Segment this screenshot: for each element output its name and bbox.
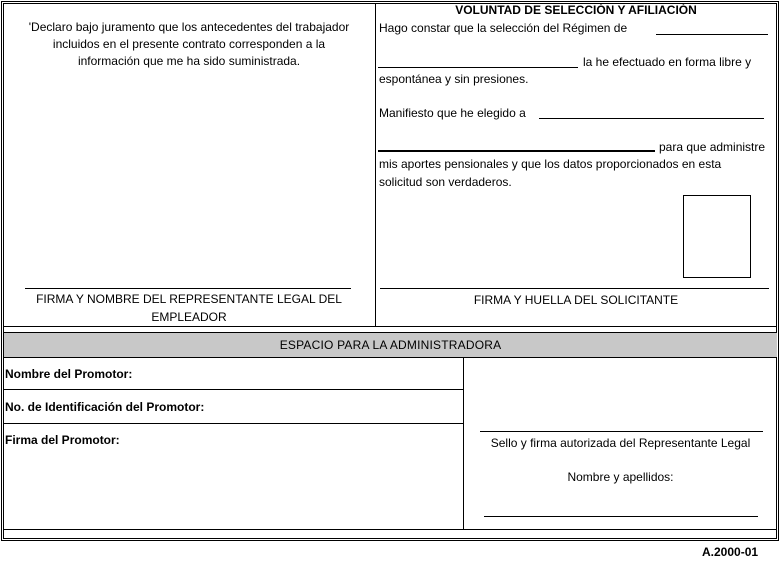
admin-header-bottom-line: [3, 357, 777, 358]
regime-field-line[interactable]: [656, 34, 768, 35]
declaration-text-line2: incluidos en el presente contrato corresponden a la: [52, 37, 326, 51]
declaration-text-line1: 'Declaro bajo juramento que los antecedentes del trabajador: [28, 20, 350, 34]
spontaneous-text: espontánea y sin presiones.: [379, 72, 529, 86]
full-name-field-line[interactable]: [484, 516, 758, 517]
employer-signature-label-line1: FIRMA Y NOMBRE DEL REPRESENTANTE LEGAL DEL: [36, 292, 342, 306]
representative-signature-line[interactable]: [480, 431, 763, 432]
chosen-entity-field-line-2[interactable]: [378, 150, 655, 152]
promoter-signature-label: Firma del Promotor:: [5, 433, 120, 447]
contributions-text: mis aportes pensionales y que los datos proporcionados en esta: [379, 157, 722, 171]
free-choice-text: la he efectuado en forma libre y: [583, 55, 752, 69]
regime-text: Hago constar que la selección del Régimen de: [379, 21, 628, 35]
admin-bottom-line: [3, 529, 777, 530]
chosen-entity-text: Manifiesto que he elegido a: [379, 106, 526, 120]
chosen-entity-field-line[interactable]: [539, 118, 764, 119]
truthful-data-text: solicitud son verdaderos.: [379, 175, 512, 189]
applicant-signature-line[interactable]: [380, 288, 769, 289]
employer-signature-label-line2: EMPLEADOR: [151, 310, 227, 324]
declaration-text-line3: información que me ha sido suministrada.: [77, 54, 301, 68]
admin-section-header: ESPACIO PARA LA ADMINISTRADORA: [279, 338, 502, 352]
administer-text: para que administre: [659, 140, 766, 154]
seal-signature-label: Sello y firma autorizada del Representante Legal: [490, 436, 751, 450]
applicant-signature-label: FIRMA Y HUELLA DEL SOLICITANTE: [473, 293, 679, 307]
top-section-divider: [375, 4, 376, 326]
promoter-id-label: No. de Identificación del Promotor:: [5, 400, 205, 414]
selection-title: VOLUNTAD DE SELECCIÓN Y AFILIACIÓN: [455, 3, 697, 17]
promoter-name-label: Nombre del Promotor:: [5, 367, 133, 381]
promoter-id-row-line: [3, 423, 463, 424]
section-separator-top: [3, 326, 777, 327]
employer-signature-line[interactable]: [25, 288, 351, 289]
regime-field-line-2[interactable]: [378, 67, 578, 68]
promoter-name-row-line: [3, 389, 463, 390]
form-code: A.2000-01: [702, 545, 759, 559]
full-name-label: Nombre y apellidos:: [567, 470, 674, 484]
fingerprint-box[interactable]: [683, 195, 751, 278]
